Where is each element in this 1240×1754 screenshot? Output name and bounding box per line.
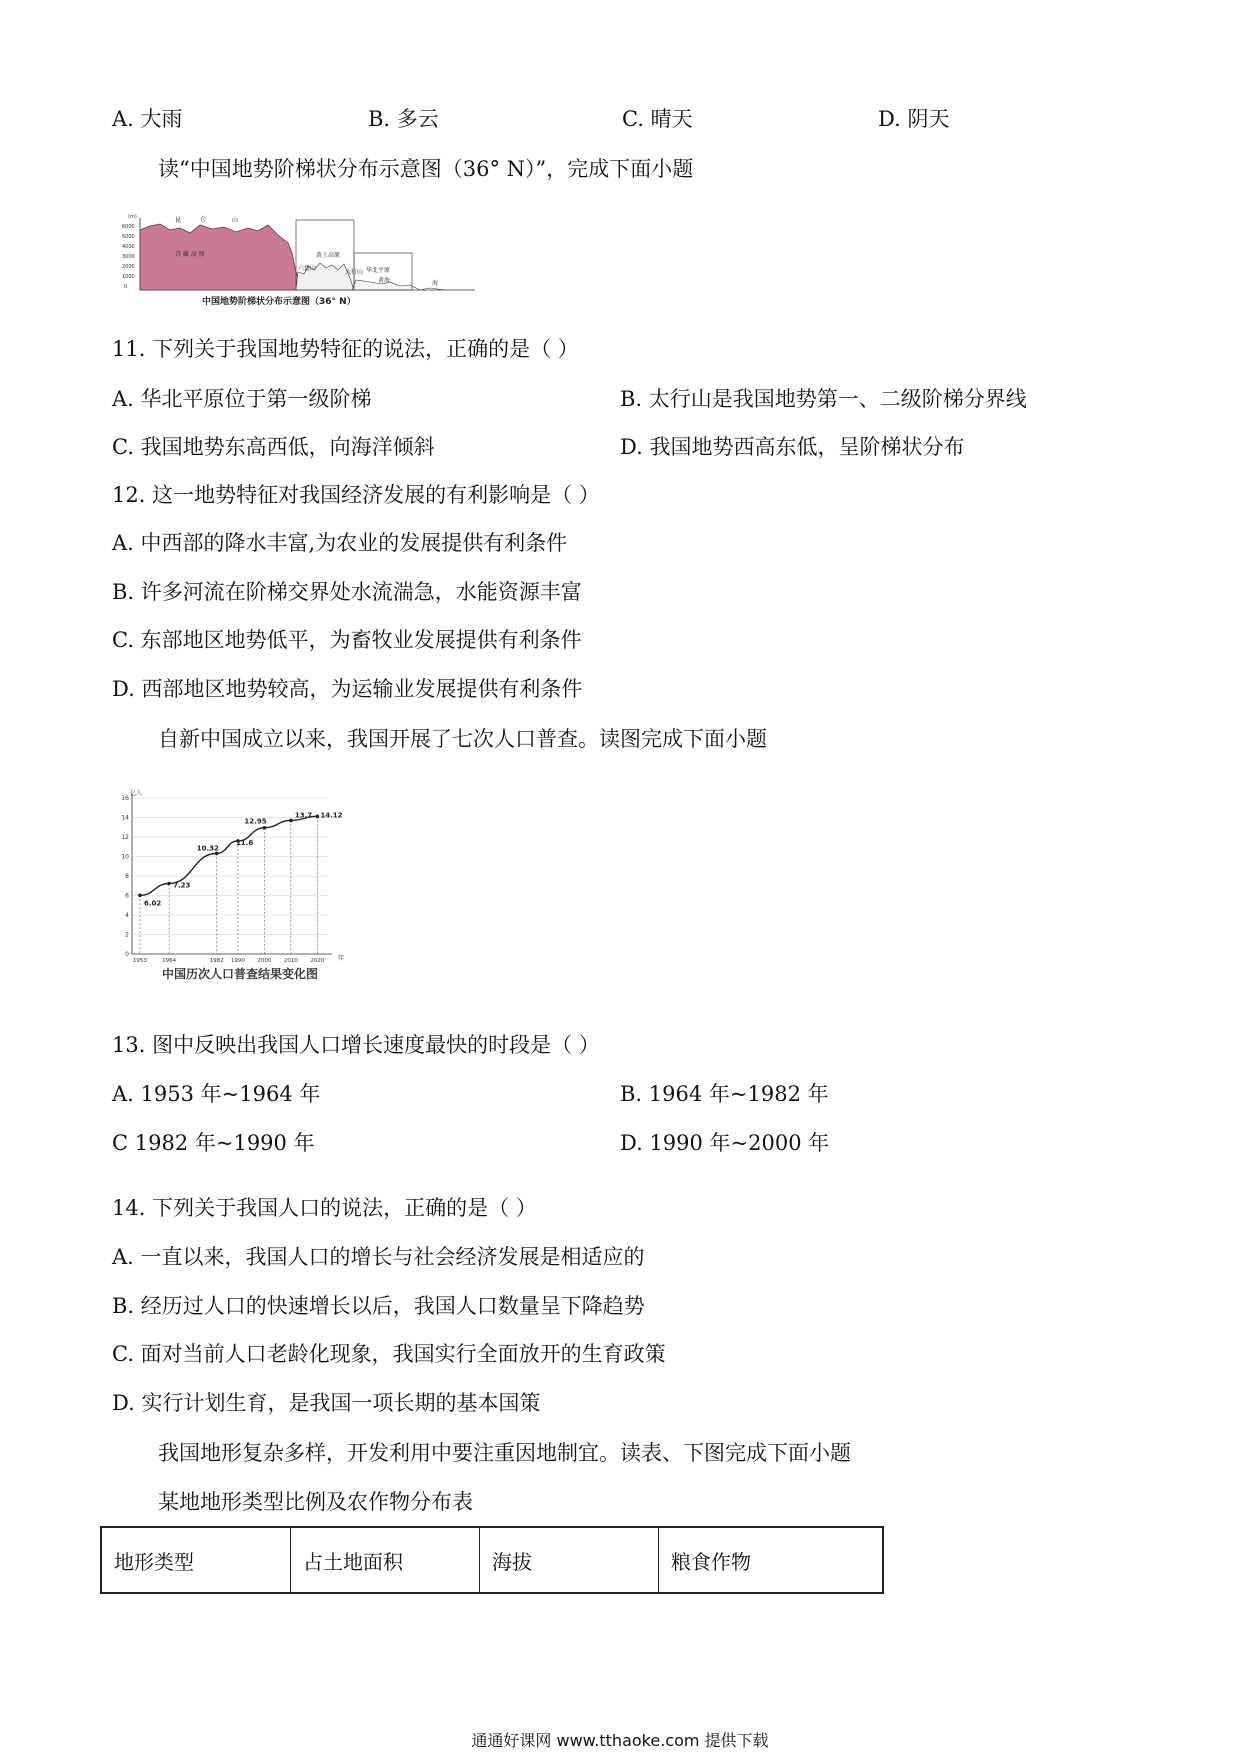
data-point: [263, 826, 267, 830]
terrain-y-tick: 0: [124, 284, 128, 290]
table-header-cell: 粮食作物: [659, 1527, 884, 1593]
y-tick-label: 6: [125, 892, 129, 900]
series-line: [140, 816, 317, 895]
label-qingzang: 青 藏 高 原: [175, 251, 205, 258]
q12-option-d: D. 西部地区地势较高，为运输业发展提供有利条件: [112, 677, 583, 701]
table-header-cell: 占土地面积: [291, 1527, 480, 1593]
table-row: [101, 1527, 883, 1593]
q10-option-b: B. 多云: [368, 107, 439, 131]
terrain-profile-figure: [120, 208, 480, 308]
data-label: 11.6: [235, 838, 254, 847]
data-point: [167, 882, 171, 886]
terrain-y-tick: 1000: [122, 274, 135, 280]
label-kunlun: 仑: [200, 216, 207, 223]
q13-option-b: B. 1964 年~1982 年: [620, 1082, 829, 1106]
q13-option-d: D. 1990 年~2000 年: [620, 1131, 830, 1155]
terrain-y-tick: 4000: [122, 244, 135, 250]
q14-option-b: B. 经历过人口的快速增长以后，我国人口数量呈下降趋势: [112, 1294, 645, 1318]
y-tick-label: 8: [125, 873, 129, 880]
label-kunlun: 山: [232, 217, 239, 224]
terrain-y-tick: 3000: [122, 254, 135, 260]
data-label: 7.23: [173, 881, 191, 890]
label-yellow-sea: 黄海: [378, 277, 391, 284]
chart-x-unit: 年: [338, 955, 345, 962]
q12-option-c: C. 东部地区地势低平，为畜牧业发展提供有利条件: [112, 628, 582, 652]
y-tick-label: 4: [125, 912, 129, 919]
x-tick-label: 1953: [132, 958, 147, 964]
terrain-y-tick: 2000: [122, 264, 135, 270]
q11-option-a: A. 华北平原位于第一级阶梯: [112, 387, 372, 411]
x-tick-label: 2010: [283, 958, 298, 964]
terrain-caption: 中国地势阶梯状分布示意图（36° N）: [202, 297, 356, 307]
x-tick-label: 2000: [257, 958, 272, 964]
q10-option-d: D. 阴天: [878, 107, 950, 131]
q13-stem: 13. 图中反映出我国人口增长速度最快的时段是（ ）: [112, 1033, 600, 1057]
x-tick-label: 2020: [310, 958, 325, 964]
data-point: [289, 819, 293, 823]
y-tick-label: 2: [125, 931, 129, 939]
data-point: [316, 815, 320, 819]
x-tick-label: 1964: [162, 958, 177, 964]
q12-option-b: B. 许多河流在阶梯交界处水流湍急，水能资源丰富: [112, 580, 582, 604]
q10-option-c: C. 晴天: [622, 107, 693, 131]
table-header-cell: 海拔: [480, 1527, 659, 1593]
y-tick-label: 14: [121, 814, 129, 822]
q14-option-a: A. 一直以来，我国人口的增长与社会经济发展是相适应的: [112, 1245, 645, 1269]
q11-option-b: B. 太行山是我国地势第一、二级阶梯分界线: [620, 387, 1027, 411]
q12-option-a: A. 中西部的降水丰富,为农业的发展提供有利条件: [112, 531, 568, 555]
y-tick-label: 16: [121, 795, 129, 802]
data-label: 6.02: [143, 899, 162, 908]
terrain-y-unit: (m): [128, 214, 137, 220]
y-tick-label: 12: [121, 834, 129, 841]
y-tick-label: 10: [121, 853, 129, 861]
data-label: 13.7: [294, 811, 313, 820]
label-taihang: 太行山: [345, 269, 364, 276]
q13-option-a: A. 1953 年~1964 年: [112, 1082, 321, 1106]
q11-option-c: C. 我国地势东高西低，向海洋倾斜: [112, 435, 435, 459]
label-liupan: 六盘山: [298, 265, 317, 272]
q13-option-c: C 1982 年~1990 年: [112, 1131, 315, 1155]
data-label: 14.12: [320, 811, 343, 820]
terrain-y-tick: 5000: [122, 234, 135, 240]
y-tick-label: 0: [125, 951, 129, 958]
q14-stem: 14. 下列关于我国人口的说法，正确的是（ ）: [112, 1196, 537, 1220]
label-huabei: 华北平原: [366, 267, 391, 274]
intro-terrain: 读“中国地势阶梯状分布示意图（36° N）”，完成下面小题: [158, 157, 694, 181]
population-census-chart: [118, 784, 358, 984]
q10-option-a: A. 大雨: [112, 107, 183, 131]
q14-option-c: C. 面对当前人口老龄化现象，我国实行全面放开的生育政策: [112, 1342, 666, 1366]
chart-title: 中国历次人口普查结果变化图: [162, 967, 319, 981]
label-huangtu: 黄土高原: [316, 252, 341, 259]
table-header-cell: 地形类型: [101, 1527, 291, 1593]
q11-option-d: D. 我国地势西高东低，呈阶梯状分布: [620, 435, 965, 459]
qingzang-plateau-area: [140, 224, 300, 290]
q11-stem: 11. 下列关于我国地势特征的说法，正确的是（ ）: [112, 337, 579, 361]
chart-y-unit: 亿人: [130, 790, 143, 797]
data-point: [138, 894, 142, 898]
label-sea: 海: [432, 280, 439, 287]
data-label: 10.32: [196, 844, 219, 853]
x-tick-label: 1982: [209, 958, 224, 964]
intro-landform: 我国地形复杂多样，开发利用中要注重因地制宜。读表、下图完成下面小题: [158, 1441, 851, 1465]
intro-population: 自新中国成立以来，我国开展了七次人口普查。读图完成下面小题: [158, 727, 767, 751]
data-label: 12.95: [244, 817, 267, 826]
table-title: 某地地形类型比例及农作物分布表: [158, 1490, 473, 1514]
label-kunlun: 昆: [175, 217, 182, 224]
q12-stem: 12. 这一地势特征对我国经济发展的有利影响是（ ）: [112, 483, 600, 507]
x-tick-label: 1990: [230, 958, 245, 964]
q14-option-d: D. 实行计划生育，是我国一项长期的基本国策: [112, 1391, 541, 1415]
page-footer: 通通好课网 www.tthaoke.com 提供下载: [471, 1731, 769, 1750]
landform-table: [100, 1526, 884, 1594]
terrain-y-tick: 6000: [122, 224, 135, 230]
